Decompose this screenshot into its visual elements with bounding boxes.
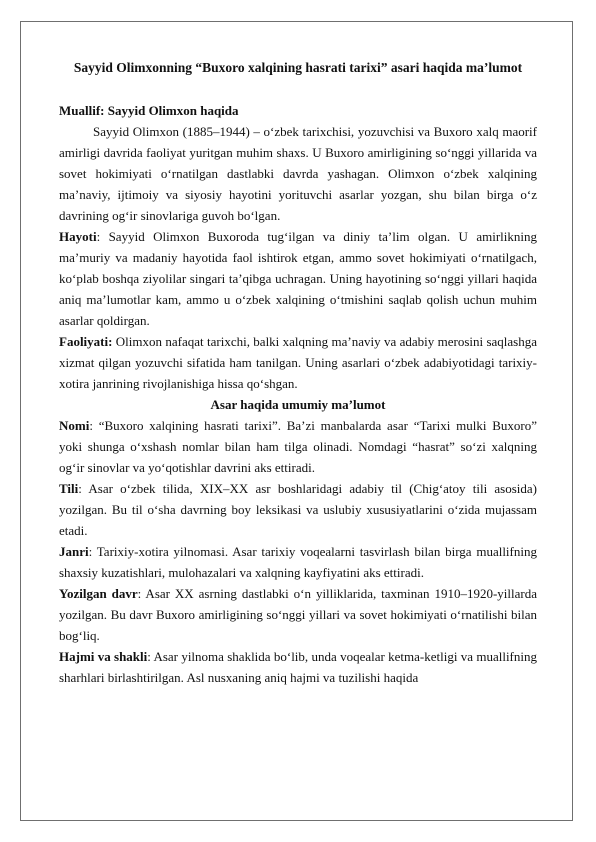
- paragraph-janri: [59, 541, 537, 583]
- paragraph-yozilgan-davr: [59, 583, 537, 646]
- paragraph-label: Hayoti: [59, 229, 97, 244]
- document-title: Sayyid Olimxonning “Buxoro xalqining hasrati tarixi” asari haqida ma’lumot: [73, 60, 523, 75]
- paragraph-text: : Sayyid Olimxon Buxoroda tug‘ilgan va diniy ta’lim olgan. U amirlikning ma’muriy va madaniy hayotida faol ishtirok etgan, ammo sovet hokimiyati o‘rnatilgach, ko‘plab boshqa ziyolilar singari ta’qibga uchragan. Uning hayotining so‘nggi yillari haqida aniq ma’lumotlar kam, ammo u o‘zbek xalqining o‘tmishini saqlab qolish uchun muhim asarlar qoldirgan.: [59, 229, 537, 328]
- author-heading: Muallif: Sayyid Olimxon haqida: [59, 103, 239, 118]
- paragraph-hayoti: [59, 226, 537, 331]
- paragraph-label: Tili: [59, 481, 79, 496]
- paragraph-text: : “Buxoro xalqining hasrati tarixi”. Ba’zi manbalarda asar “Tarixi mulki Buxoro” yoki shunga o‘xshash nomlar bilan ham tilga olinadi. Nomdagi “hasrat” so‘zi xalqning og‘ir sinovlar va yo‘qotishlar davrini aks ettiradi.: [59, 418, 537, 475]
- paragraph-text: : Asar XX asrning dastlabki o‘n yilliklarida, taxminan 1910–1920-yillarda yozilgan. Bu davr Buxoro amirligining so‘nggi yillari va sovet hokimiyati o‘rnatilishi bilan bog‘liq.: [59, 586, 538, 643]
- paragraph-text: : Asar yilnoma shaklida bo‘lib, unda voqealar ketma-ketligi va muallifning sharhlari birlashtirilgan. Asl nusxaning aniq hajmi va tuzilishi haqida: [59, 649, 537, 685]
- paragraph-faoliyati: [59, 331, 537, 394]
- document-body: [59, 58, 537, 688]
- paragraph-label: Nomi: [59, 418, 90, 433]
- paragraph-text: Olimxon nafaqat tarixchi, balki xalqning ma’naviy va adabiy merosini saqlashga xizmat qilgan yozuvchi sifatida ham tanilgan. Uning asarlari o‘zbek adabiyotidagi tarixiy-xotira janrining rivojlanishiga hissa qo‘shgan.: [59, 334, 537, 391]
- intro-paragraph: Sayyid Olimxon (1885–1944) – o‘zbek tarixchisi, yozuvchisi va Buxoro xalq maorif amirligi davrida faoliyat yuritgan muhim shaxs. U Buxoro amirligining so‘nggi yillarida va sovet hokimiyati o‘rnatilgan dastlabki davrda yashagan. Olimxon o‘zbek xalqining ma’naviy, ijtimoiy va siyosiy hayotini yorituvchi asarlar yozgan, shu bilan birga o‘z davrining og‘ir sinovlariga guvoh bo‘lgan.: [59, 124, 537, 223]
- section-heading: Asar haqida umumiy ma’lumot: [210, 397, 386, 412]
- paragraph-text: : Tarixiy-xotira yilnomasi. Asar tarixiy voqealarni tasvirlash bilan birga muallifning shaxsiy kuzatishlari, mulohazalari va xalqning kayfiyatini aks ettiradi.: [59, 544, 537, 580]
- paragraph-label: Janri: [59, 544, 89, 559]
- paragraph-label: Faoliyati:: [59, 334, 113, 349]
- paragraph-hajmi-va-shakli: [59, 646, 537, 688]
- paragraph-tili: [59, 478, 537, 541]
- paragraph-label: Yozilgan davr: [59, 586, 138, 601]
- paragraph-nomi: [59, 415, 537, 478]
- paragraph-label: Hajmi va shakli: [59, 649, 148, 664]
- paragraph-text: : Asar o‘zbek tilida, XIX–XX asr boshlaridagi adabiy til (Chig‘atoy tili asosida) yozilgan. Bu til o‘sha davrning boy leksikasi va uslubiy xususiyatlarini o‘zida mujassam etadi.: [59, 481, 537, 538]
